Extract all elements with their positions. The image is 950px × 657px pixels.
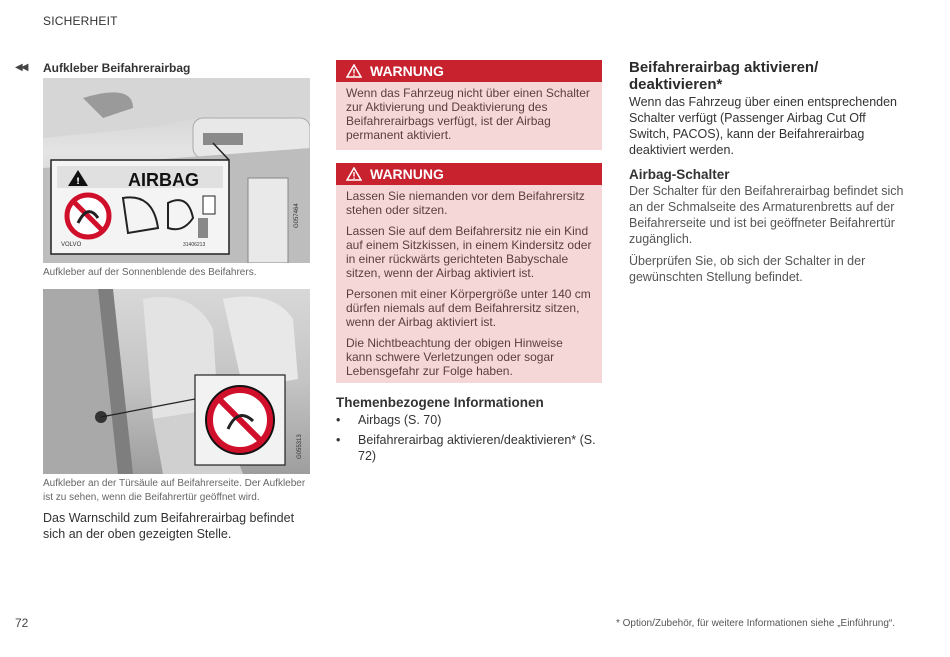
heading-airbag-switch: Beifahrerairbag aktivieren/ deaktivieren* xyxy=(629,59,819,93)
intro-text: Wenn das Fahrzeug über einen entsprechenden Schalter verfügt (Passenger Airbag Cut Off Switch, PACOS), kann der Beifahrerairbag deaktiviert werden. xyxy=(629,95,898,157)
warning-box-1 xyxy=(336,60,602,150)
sticker-location-text: Das Warnschild zum Beifahrerairbag befindet sich an der oben gezeigten Stelle. xyxy=(43,511,295,541)
related-info-title: Themenbezogene Informationen xyxy=(336,395,544,410)
warning-paragraph: Personen mit einer Körpergröße unter 140 cm dürfen niemals auf dem Beifahrersitz sitzen, wenn der Airbag aktiviert ist. xyxy=(346,287,591,329)
warning-text: Wenn das Fahrzeug nicht über einen Schalter zur Aktivierung und Deaktivierung des Beifahrerairbags verfügt, ist der Airbag permanent aktiviert. xyxy=(346,86,590,142)
paragraph: Überprüfen Sie, ob sich der Schalter in der gewünschten Stellung befindet. xyxy=(629,254,866,284)
bullet-icon: • xyxy=(336,433,341,447)
warning-paragraph: Lassen Sie niemanden vor dem Beifahrersitz stehen oder sitzen. xyxy=(346,189,585,217)
brand-label: VOLVO xyxy=(61,242,82,248)
section-title: SICHERHEIT xyxy=(43,14,118,28)
list-item[interactable] xyxy=(336,412,596,428)
warning-header xyxy=(336,60,602,82)
bullet-icon: • xyxy=(336,413,341,427)
caption-image1: Aufkleber auf der Sonnenblende des Beifahrers. xyxy=(43,267,257,278)
image2-code: G055313 xyxy=(297,434,303,459)
airbag-switch-text xyxy=(629,183,904,291)
subheading-sticker: Aufkleber Beifahrerairbag xyxy=(43,61,191,75)
svg-text:!: ! xyxy=(75,177,81,187)
related-info-list xyxy=(336,412,596,468)
paragraph: Der Schalter für den Beifahrerairbag befindet sich an der Schmalseite des Armaturenbretts auf der Beifahrerseite und ist bei geöffneter Beifahrertür zugänglich. xyxy=(629,184,904,246)
warning-triangle-icon xyxy=(346,64,362,78)
door-pillar-illustration xyxy=(43,289,310,474)
related-link[interactable]: Beifahrerairbag aktivieren/deaktivieren* (S. 72) xyxy=(358,433,596,463)
warning-title: WARNUNG xyxy=(370,166,444,182)
subheading-airbag-switch: Airbag-Schalter xyxy=(629,167,730,182)
warning-header xyxy=(336,163,602,185)
caption-image2: Aufkleber an der Türsäule auf Beifahrerseite. Der Aufkleber ist zu sehen, wenn die Beifahrertür geöffnet wird. xyxy=(43,478,306,503)
warning-paragraph: Lassen Sie auf dem Beifahrersitz nie ein Kind auf einem Sitzkissen, in einem Kindersitz oder in einer rückwärts gerichteten Babyschale sitzen, wenn der Airbag aktiviert ist. xyxy=(346,224,592,280)
back-arrows-icon[interactable]: ◀◀ xyxy=(15,62,27,73)
warning-title: WARNUNG xyxy=(370,63,444,79)
sun-visor-illustration xyxy=(43,78,310,263)
warning-triangle-icon xyxy=(346,167,362,181)
page-number: 72 xyxy=(15,616,29,630)
image1-code: G057464 xyxy=(294,203,300,228)
sticker-code: 31406213 xyxy=(183,242,206,248)
related-link[interactable]: Airbags (S. 70) xyxy=(358,413,442,427)
footnote: * Option/Zubehör, für weitere Informationen siehe „Einführung“. xyxy=(615,618,895,629)
door-pillar-image xyxy=(43,289,310,474)
sun-visor-image xyxy=(43,78,310,263)
list-item[interactable] xyxy=(336,432,596,464)
sticker-title: AIRBAG xyxy=(128,170,199,190)
warning-paragraph: Die Nichtbeachtung der obigen Hinweise kann schwere Verletzungen oder sogar Lebensgefahr zur Folge haben. xyxy=(346,336,563,378)
warning-box-2 xyxy=(336,163,602,383)
